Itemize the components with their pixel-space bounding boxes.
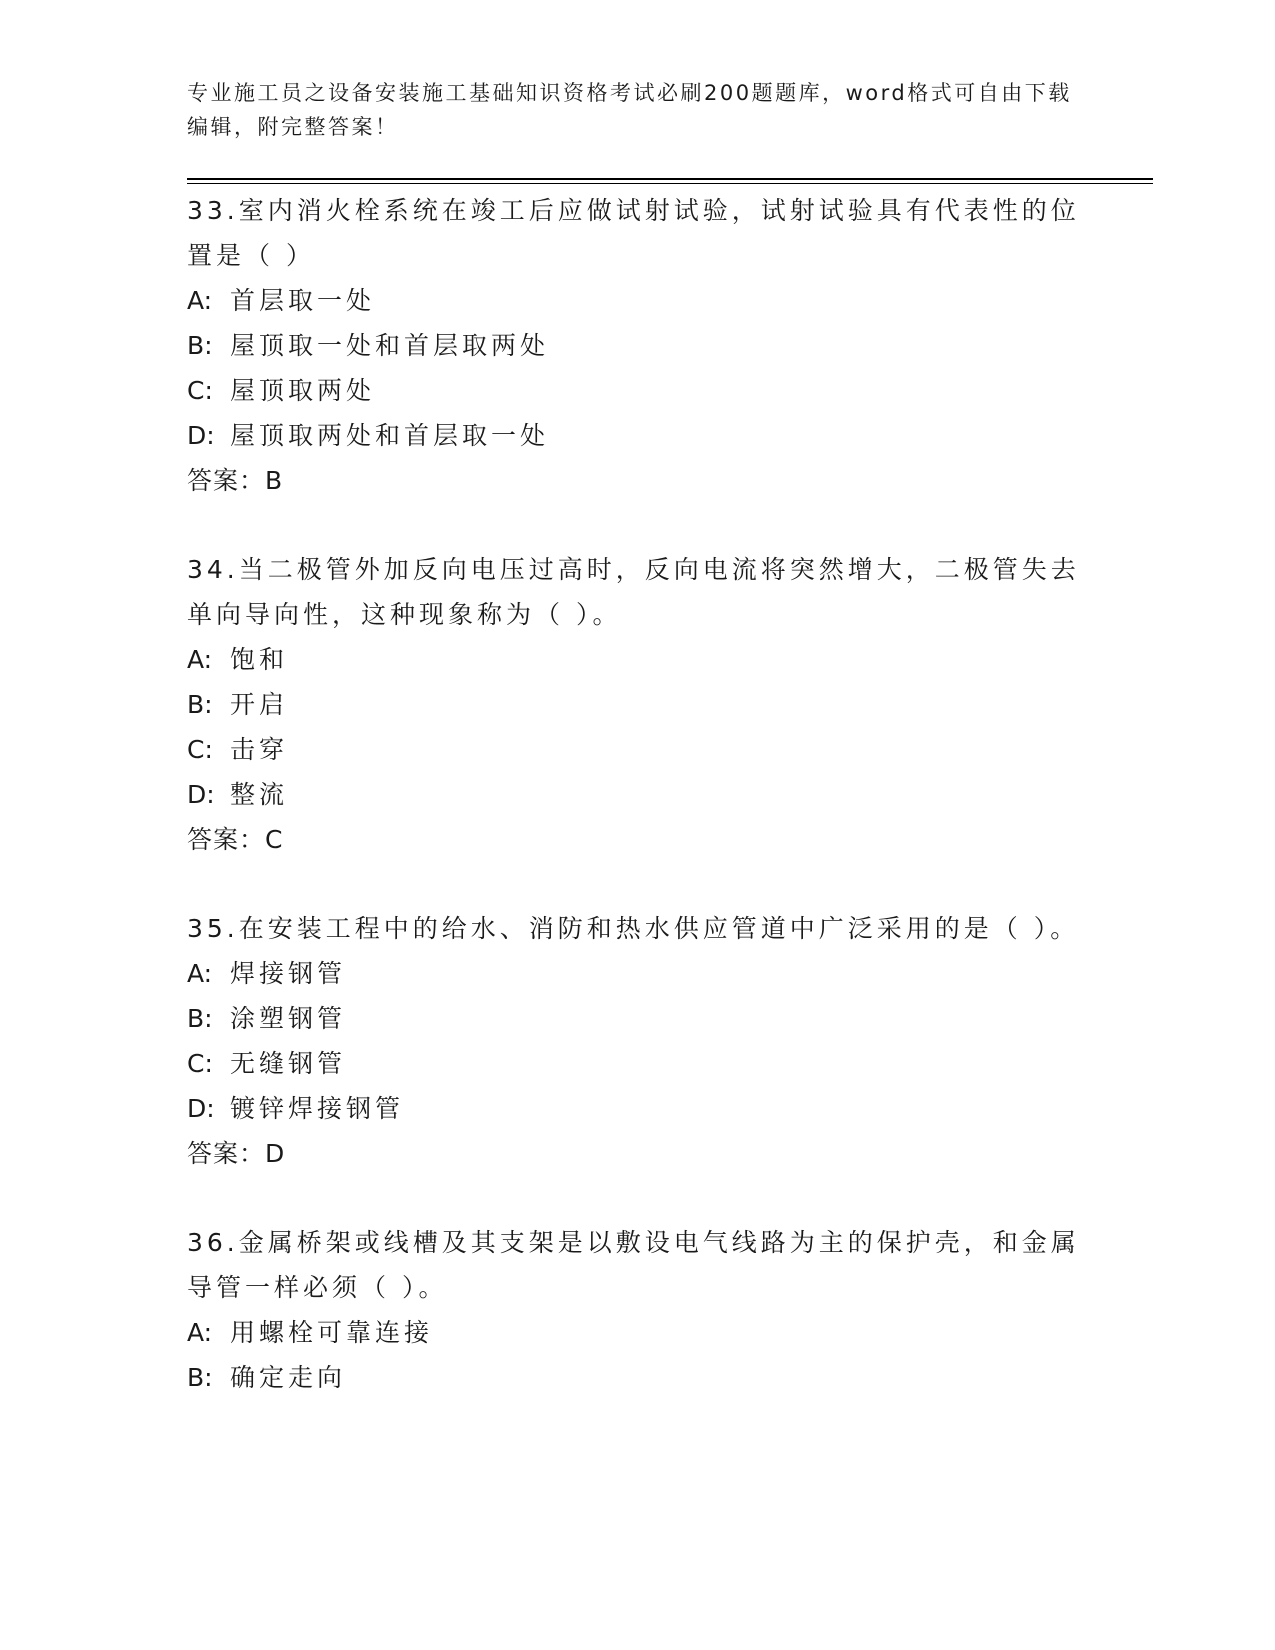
option-text: 屋顶取一处和首层取两处 [230,331,550,360]
option-text: 屋顶取两处和首层取一处 [230,421,550,450]
option-text: 无缝钢管 [230,1049,347,1078]
question-list [187,188,1087,1444]
question-34 [187,547,1087,862]
option-b [187,996,1087,1041]
option-key: B: [187,331,213,360]
option-d [187,413,1087,458]
option-text: 焊接钢管 [230,959,347,988]
option-text: 涂塑钢管 [230,1004,347,1033]
option-b [187,682,1087,727]
option-a [187,637,1087,682]
option-key: D: [187,780,215,809]
option-d [187,772,1087,817]
option-text: 饱和 [230,645,289,674]
option-text: 屋顶取两处 [230,376,376,405]
question-stem: 34.当二极管外加反向电压过高时，反向电流将突然增大，二极管失去单向导向性，这种现象称为（ ）。 [187,555,1080,629]
option-key: D: [187,421,215,450]
question-stem: 33.室内消火栓系统在竣工后应做试射试验，试射试验具有代表性的位置是（ ） [187,196,1080,270]
option-key: A: [187,959,213,988]
answer-line: 答案：D [187,1139,286,1168]
option-a [187,278,1087,323]
option-text: 击穿 [230,735,289,764]
option-key: B: [187,1004,213,1033]
option-a [187,1310,1087,1355]
answer-line: 答案：C [187,825,284,854]
option-key: C: [187,1049,213,1078]
option-text: 开启 [230,690,289,719]
option-text: 首层取一处 [230,286,376,315]
option-key: A: [187,1318,213,1347]
option-c [187,1041,1087,1086]
option-text: 用螺栓可靠连接 [230,1318,434,1347]
option-d [187,1086,1087,1131]
option-text: 镀锌焊接钢管 [230,1094,405,1123]
option-key: C: [187,376,213,405]
header-divider-thin [187,183,1153,184]
question-35 [187,906,1087,1176]
option-key: C: [187,735,213,764]
option-text: 确定走向 [230,1363,347,1392]
document-header: 专业施工员之设备安装施工基础知识资格考试必刷200题题库，word格式可自由下载编辑，附完整答案！ [187,81,1072,139]
question-36 [187,1220,1087,1400]
option-c [187,727,1087,772]
header-divider-thick [187,178,1153,180]
answer-line: 答案：B [187,466,284,495]
option-key: A: [187,286,213,315]
option-key: B: [187,690,213,719]
option-b [187,1355,1087,1400]
question-33 [187,188,1087,503]
option-a [187,951,1087,996]
option-b [187,323,1087,368]
question-stem: 36.金属桥架或线槽及其支架是以敷设电气线路为主的保护壳，和金属导管一样必须（ ）。 [187,1228,1080,1302]
option-c [187,368,1087,413]
option-text: 整流 [230,780,289,809]
option-key: B: [187,1363,213,1392]
option-key: A: [187,645,213,674]
question-stem: 35.在安装工程中的给水、消防和热水供应管道中广泛采用的是（ ）。 [187,914,1080,943]
option-key: D: [187,1094,215,1123]
